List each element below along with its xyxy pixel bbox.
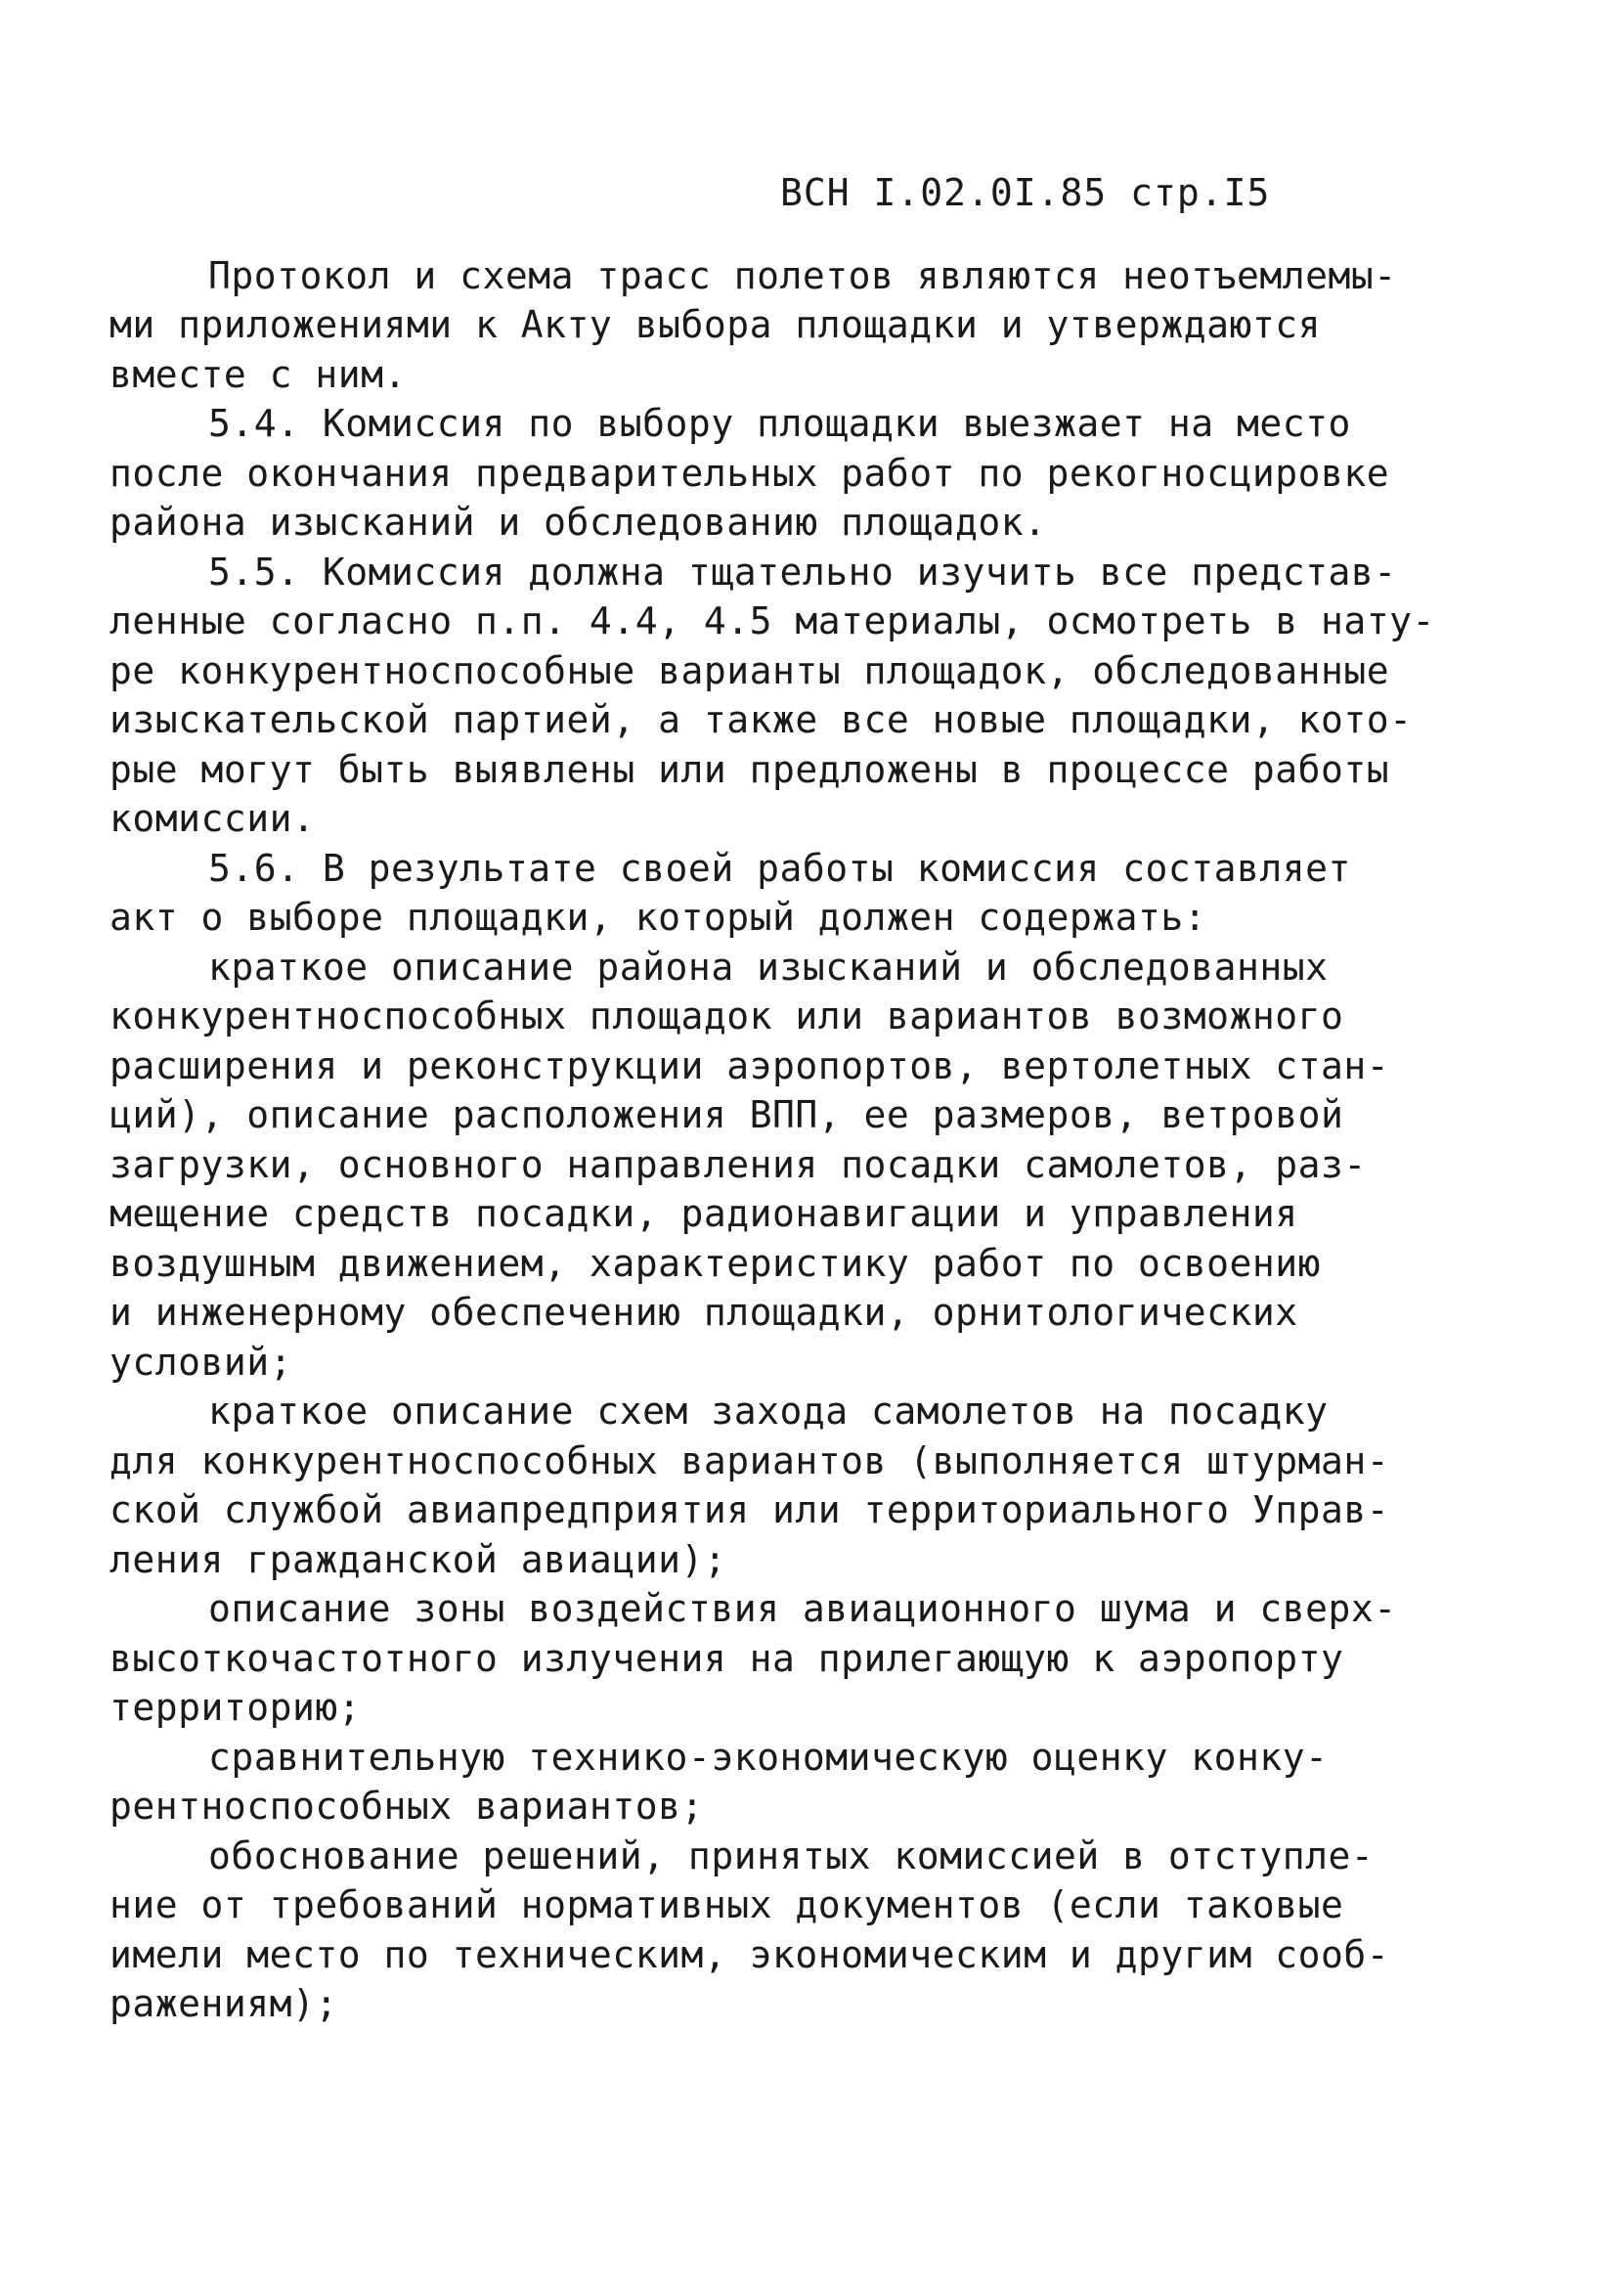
text-line: и инженерному обеспечению площадки, орнитологических	[109, 1291, 1298, 1334]
text-line: 5.4. Комиссия по выбору площадки выезжает на место	[208, 402, 1351, 445]
text-line: краткое описание схем захода самолетов на посадку	[208, 1390, 1329, 1433]
text-line: комиссии.	[109, 797, 316, 840]
text-line: ленные согласно п.п. 4.4, 4.5 материалы, осмотреть в нату-	[109, 599, 1435, 642]
text-line: ражениям);	[109, 1982, 338, 2025]
text-line: ре конкурентноспособные варианты площадок, обследованные	[109, 649, 1390, 692]
text-line: ления гражданской авиации);	[109, 1538, 727, 1581]
text-line: ми приложениями к Акту выбора площадки и утверждаются	[109, 303, 1322, 346]
text-line: акт о выборе площадки, который должен содержать:	[109, 896, 1207, 939]
text-line: 5.6. В результате своей работы комиссия составляет	[208, 847, 1351, 890]
text-line: расширения и реконструкции аэропортов, вертолетных стан-	[109, 1044, 1390, 1087]
text-line: рые могут быть выявлены или предложены в процессе работы	[109, 748, 1390, 791]
text-line: ние от требований нормативных документов (если таковые	[109, 1883, 1344, 1926]
text-line: после окончания предварительных работ по рекогносцировке	[109, 452, 1390, 495]
text-line: Протокол и схема трасс полетов являются неотъемлемы-	[208, 254, 1397, 297]
text-line: сравнительную технико-экономическую оценку конку-	[208, 1736, 1329, 1779]
page-header: ВСН I.02.0I.85 стр.I5	[780, 171, 1271, 214]
text-line: высоткочастотного излучения на прилегающую к аэропорту	[109, 1637, 1344, 1680]
text-line: конкурентноспособных площадок или вариантов возможного	[109, 994, 1344, 1038]
text-line: описание зоны воздействия авиационного шума и сверх-	[208, 1587, 1397, 1630]
text-line: района изысканий и обследованию площадок.	[109, 501, 1047, 544]
text-line: территорию;	[109, 1686, 362, 1729]
text-line: изыскательской партией, а также все новые площадки, кото-	[109, 698, 1413, 741]
text-line: условий;	[109, 1341, 293, 1384]
text-line: воздушным движением, характеристику работ по освоению	[109, 1242, 1322, 1285]
text-line: ций), описание расположения ВПП, ее размеров, ветровой	[109, 1093, 1344, 1136]
text-line: имели место по техническим, экономическим и другим сооб-	[109, 1933, 1390, 1976]
text-line: мещение средств посадки, радионавигации и управления	[109, 1192, 1298, 1235]
text-line: ской службой авиапредприятия или территориального Управ-	[109, 1488, 1390, 1531]
text-line: вместе с ним.	[109, 353, 407, 396]
text-line: обоснование решений, принятых комиссией в отступле-	[208, 1834, 1375, 1877]
text-line: загрузки, основного направления посадки самолетов, раз-	[109, 1143, 1367, 1186]
text-line: краткое описание района изысканий и обследованных	[208, 946, 1329, 989]
text-line: 5.5. Комиссия должна тщательно изучить все представ-	[208, 551, 1397, 594]
text-line: рентноспособных вариантов;	[109, 1785, 704, 1828]
text-line: для конкурентноспособных вариантов (выполняется штурман-	[109, 1439, 1390, 1482]
